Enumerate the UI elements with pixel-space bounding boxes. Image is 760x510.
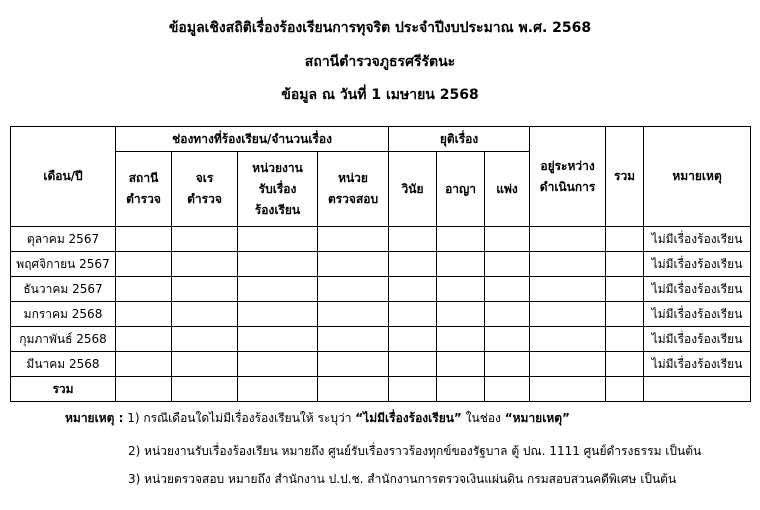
empty-cell [318, 277, 389, 302]
empty-cell [318, 377, 389, 402]
report-title: ข้อมูลเชิงสถิติเรื่องร้องเรียนการทุจริต ประจำปีงบประมาณ พ.ศ. 2568 [168, 20, 592, 36]
empty-cell [485, 252, 530, 277]
empty-cell [606, 352, 644, 377]
empty-cell [116, 352, 172, 377]
empty-cell [238, 377, 318, 402]
note-1-quote-no-complaint: “ไม่มีเรื่องร้องเรียน” [355, 411, 462, 425]
header-resolved-civil: แพ่ง [485, 152, 530, 227]
empty-cell [172, 227, 238, 252]
note-line-1 [65, 410, 570, 426]
empty-cell [238, 277, 318, 302]
empty-cell [530, 252, 606, 277]
station-name: สถานีตำรวจภูธรศรีรัตนะ [304, 54, 456, 70]
empty-cell [116, 302, 172, 327]
empty-cell [238, 227, 318, 252]
table-row [11, 277, 751, 302]
remark-cell: ไม่มีเรื่องร้องเรียน [644, 327, 751, 352]
empty-cell [485, 227, 530, 252]
remark-cell: ไม่มีเรื่องร้องเรียน [644, 227, 751, 252]
empty-cell [318, 227, 389, 252]
empty-cell [606, 302, 644, 327]
remark-cell: ไม่มีเรื่องร้องเรียน [644, 252, 751, 277]
empty-cell [606, 277, 644, 302]
notes-label: หมายเหตุ : [65, 411, 124, 425]
empty-cell [644, 377, 751, 402]
header-in-progress: อยู่ระหว่าง ดำเนินการ [530, 127, 606, 227]
empty-cell [437, 252, 485, 277]
header-channel-complaint-agency: หน่วยงาน รับเรื่อง ร้องเรียน [238, 152, 318, 227]
empty-cell [318, 252, 389, 277]
header-month: เดือน/ปี [11, 127, 116, 227]
header-channel-audit-agency: หน่วย ตรวจสอบ [318, 152, 389, 227]
empty-cell [530, 327, 606, 352]
empty-cell [389, 302, 437, 327]
total-label: รวม [11, 377, 116, 402]
empty-cell [389, 227, 437, 252]
empty-cell [318, 327, 389, 352]
empty-cell [530, 227, 606, 252]
empty-cell [172, 377, 238, 402]
table-row [11, 327, 751, 352]
empty-cell [172, 277, 238, 302]
empty-cell [606, 227, 644, 252]
empty-cell [606, 327, 644, 352]
empty-cell [389, 327, 437, 352]
header-complaint-channels: ช่องทางที่ร้องเรียน/จำนวนเรื่อง [116, 127, 389, 152]
month-cell: ตุลาคม 2567 [11, 227, 116, 252]
empty-cell [437, 302, 485, 327]
empty-cell [485, 377, 530, 402]
month-cell: มกราคม 2568 [11, 302, 116, 327]
header-resolved: ยุติเรื่อง [389, 127, 530, 152]
empty-cell [318, 302, 389, 327]
empty-cell [437, 377, 485, 402]
header-channel-police-station: สถานี ตำรวจ [116, 152, 172, 227]
empty-cell [485, 302, 530, 327]
empty-cell [238, 302, 318, 327]
table-row [11, 302, 751, 327]
empty-cell [606, 252, 644, 277]
empty-cell [116, 277, 172, 302]
empty-cell [389, 277, 437, 302]
empty-cell [389, 352, 437, 377]
note-1-text-mid: ในช่อง [461, 411, 505, 425]
empty-cell [485, 352, 530, 377]
empty-cell [116, 227, 172, 252]
empty-cell [116, 327, 172, 352]
note-1-quote-remark: “หมายเหตุ” [504, 411, 570, 425]
table-row [11, 352, 751, 377]
remark-cell: ไม่มีเรื่องร้องเรียน [644, 277, 751, 302]
data-as-of-date: ข้อมูล ณ วันที่ 1 เมษายน 2568 [281, 87, 479, 103]
empty-cell [238, 252, 318, 277]
note-1-text: 1) กรณีเดือนใดไม่มีเรื่องร้องเรียนให้ ระบุว่า [127, 411, 356, 425]
empty-cell [116, 252, 172, 277]
empty-cell [389, 252, 437, 277]
table-row [11, 252, 751, 277]
empty-cell [530, 277, 606, 302]
complaint-statistics-table [10, 126, 751, 402]
empty-cell [485, 327, 530, 352]
empty-cell [116, 377, 172, 402]
month-cell: มีนาคม 2568 [11, 352, 116, 377]
empty-cell [318, 352, 389, 377]
header-remark: หมายเหตุ [644, 127, 751, 227]
table-row [11, 227, 751, 252]
empty-cell [530, 302, 606, 327]
empty-cell [172, 252, 238, 277]
table-total-row [11, 377, 751, 402]
empty-cell [389, 377, 437, 402]
month-cell: ธันวาคม 2567 [11, 277, 116, 302]
empty-cell [437, 227, 485, 252]
note-line-2: 2) หน่วยงานรับเรื่องร้องเรียน หมายถึง ศูนย์รับเรื่องราวร้องทุกข์ของรัฐบาล ตู้ ปณ. 1111 ศูนย์ดำรงธรรม เป็นต้น [128, 444, 702, 458]
remark-cell: ไม่มีเรื่องร้องเรียน [644, 302, 751, 327]
month-cell: พฤศจิกายน 2567 [11, 252, 116, 277]
empty-cell [238, 352, 318, 377]
empty-cell [172, 352, 238, 377]
empty-cell [172, 302, 238, 327]
empty-cell [530, 352, 606, 377]
header-total: รวม [606, 127, 644, 227]
empty-cell [437, 327, 485, 352]
empty-cell [606, 377, 644, 402]
empty-cell [172, 327, 238, 352]
header-resolved-criminal: อาญา [437, 152, 485, 227]
header-resolved-disciplinary: วินัย [389, 152, 437, 227]
header-channel-police-inspector: จเร ตำรวจ [172, 152, 238, 227]
empty-cell [437, 277, 485, 302]
empty-cell [485, 277, 530, 302]
note-line-3: 3) หน่วยตรวจสอบ หมายถึง สำนักงาน ป.ป.ช. สำนักงานการตรวจเงินแผ่นดิน กรมสอบสวนคดีพิเศษ เป็นต้น [128, 472, 677, 486]
empty-cell [437, 352, 485, 377]
month-cell: กุมภาพันธ์ 2568 [11, 327, 116, 352]
empty-cell [238, 327, 318, 352]
remark-cell: ไม่มีเรื่องร้องเรียน [644, 352, 751, 377]
empty-cell [530, 377, 606, 402]
